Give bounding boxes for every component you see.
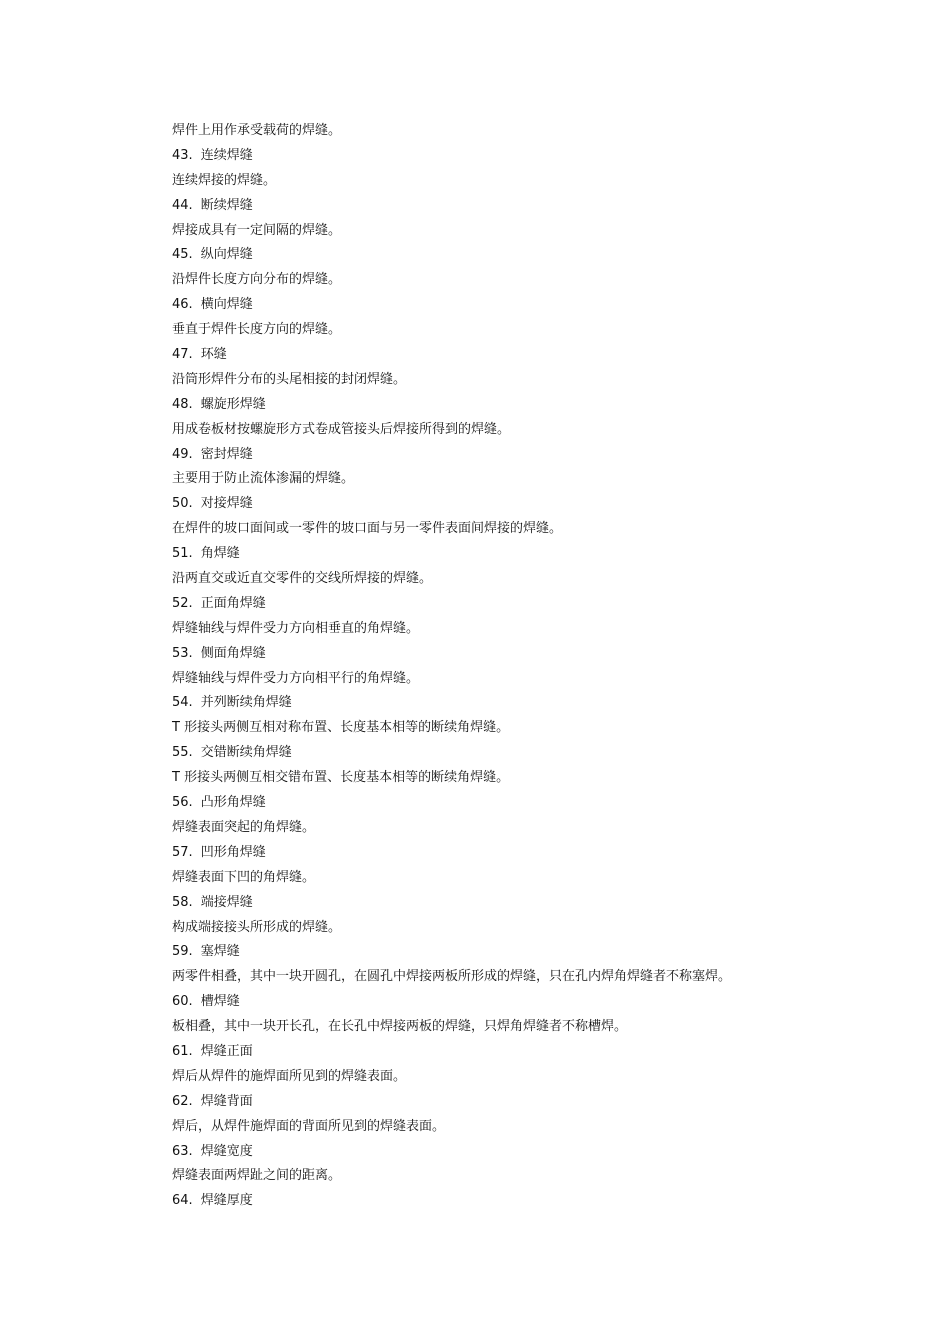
entry-term: 并列断续角焊缝 <box>200 695 292 711</box>
entry-number: 47. <box>172 347 193 363</box>
entry-term: 正面角焊缝 <box>200 595 266 611</box>
entry-definition: 焊缝轴线与焊件受力方向相平行的角焊缝。 <box>172 670 420 686</box>
entry-term: 焊缝背面 <box>200 1093 253 1109</box>
entry-number: 61. <box>172 1043 193 1059</box>
entry-definition: 用成卷板材按螺旋形方式卷成管接头后焊接所得到的焊缝。 <box>172 421 511 437</box>
entry-term-line <box>172 1040 912 1065</box>
entry-term: 焊缝宽度 <box>200 1143 253 1159</box>
entry-term-line <box>172 741 912 766</box>
entry-term-line <box>172 393 912 418</box>
entry-term: 角焊缝 <box>200 546 240 562</box>
entry-term: 交错断续角焊缝 <box>200 745 292 761</box>
entry-definition: T 形接头两侧互相交错布置、长度基本相等的断续角焊缝。 <box>172 770 510 786</box>
entry-number: 45. <box>172 247 193 263</box>
entry-term: 端接焊缝 <box>200 894 253 910</box>
entry-definition: 焊缝表面两焊趾之间的距离。 <box>172 1168 342 1184</box>
entry-term: 焊缝厚度 <box>200 1193 253 1209</box>
entry-number: 51. <box>172 546 193 562</box>
entry-definition: 沿焊件长度方向分布的焊缝。 <box>172 272 342 288</box>
entry-definition: 垂直于焊件长度方向的焊缝。 <box>172 322 342 338</box>
lead-definition: 焊件上用作承受载荷的焊缝。 <box>172 123 342 138</box>
entry-definition: 焊缝表面下凹的角焊缝。 <box>172 869 316 885</box>
entry-definition: 焊缝轴线与焊件受力方向相垂直的角焊缝。 <box>172 620 420 636</box>
entry-term-line <box>172 144 912 169</box>
entry-number: 46. <box>172 297 193 313</box>
entry-number: 48. <box>172 396 193 412</box>
entry-term-line <box>172 891 912 916</box>
entry-number: 49. <box>172 446 193 462</box>
entry-term: 环缝 <box>200 347 227 363</box>
entry-term-line <box>172 243 912 268</box>
entry-definition: 焊后，从焊件施焊面的背面所见到的焊缝表面。 <box>172 1118 446 1134</box>
entry-term-line <box>172 1189 912 1214</box>
document-body <box>172 119 912 1214</box>
entry-term-line <box>172 492 912 517</box>
entry-term-line <box>172 1140 912 1165</box>
entry-term-line <box>172 841 912 866</box>
entry-term: 塞焊缝 <box>200 944 240 960</box>
entry-definition: 板相叠，其中一块开长孔，在长孔中焊接两板的焊缝，只焊角焊缝者不称槽焊。 <box>172 1019 628 1035</box>
entry-definition: 焊缝表面突起的角焊缝。 <box>172 819 316 835</box>
entry-definition: 连续焊接的焊缝。 <box>172 172 277 188</box>
entry-definition: 焊后从焊件的施焊面所见到的焊缝表面。 <box>172 1068 407 1084</box>
entry-term-line <box>172 443 912 468</box>
entry-term: 密封焊缝 <box>200 446 253 462</box>
entry-term: 焊缝正面 <box>200 1043 253 1059</box>
entry-term: 螺旋形焊缝 <box>200 396 266 412</box>
entry-number: 50. <box>172 496 193 512</box>
entry-term-line <box>172 791 912 816</box>
entry-term-line <box>172 691 912 716</box>
entry-term-line <box>172 293 912 318</box>
entry-number: 52. <box>172 595 193 611</box>
entry-definition: 沿筒形焊件分布的头尾相接的封闭焊缝。 <box>172 371 407 387</box>
entry-term: 横向焊缝 <box>200 297 253 313</box>
entry-definition: 主要用于防止流体渗漏的焊缝。 <box>172 471 355 487</box>
entry-number: 57. <box>172 844 193 860</box>
entry-definition: 沿两直交或近直交零件的交线所焊接的焊缝。 <box>172 571 433 587</box>
entry-term-line <box>172 542 912 567</box>
entry-number: 58. <box>172 894 193 910</box>
entry-definition: 两零件相叠，其中一块开圆孔，在圆孔中焊接两板所形成的焊缝，只在孔内焊角焊缝者不称塞焊。 <box>172 969 732 985</box>
entry-number: 59. <box>172 944 193 960</box>
entry-term-line <box>172 1090 912 1115</box>
entry-number: 43. <box>172 147 193 163</box>
entry-number: 64. <box>172 1193 193 1209</box>
entry-term-line <box>172 990 912 1015</box>
entry-number: 56. <box>172 795 193 811</box>
entry-term-line <box>172 642 912 667</box>
entry-term: 纵向焊缝 <box>200 247 253 263</box>
entry-term: 凹形角焊缝 <box>200 844 266 860</box>
entry-number: 63. <box>172 1143 193 1159</box>
entry-definition: T 形接头两侧互相对称布置、长度基本相等的断续角焊缝。 <box>172 720 510 736</box>
entry-term: 槽焊缝 <box>200 994 240 1010</box>
entry-term: 断续焊缝 <box>200 197 253 213</box>
entry-definition: 焊接成具有一定间隔的焊缝。 <box>172 222 342 238</box>
entry-number: 55. <box>172 745 193 761</box>
entry-definition: 在焊件的坡口面间或一零件的坡口面与另一零件表面间焊接的焊缝。 <box>172 521 563 537</box>
entry-term-line <box>172 592 912 617</box>
entry-number: 62. <box>172 1093 193 1109</box>
entry-term-line <box>172 194 912 219</box>
entry-term-line <box>172 940 912 965</box>
entry-term-line <box>172 343 912 368</box>
entry-number: 54. <box>172 695 193 711</box>
entry-term: 对接焊缝 <box>200 496 253 512</box>
entry-number: 53. <box>172 645 193 661</box>
entry-term: 连续焊缝 <box>200 147 253 163</box>
entry-term: 凸形角焊缝 <box>200 795 266 811</box>
entry-number: 60. <box>172 994 193 1010</box>
entry-number: 44. <box>172 197 193 213</box>
entry-definition: 构成端接接头所形成的焊缝。 <box>172 919 342 935</box>
entry-term: 侧面角焊缝 <box>200 645 266 661</box>
